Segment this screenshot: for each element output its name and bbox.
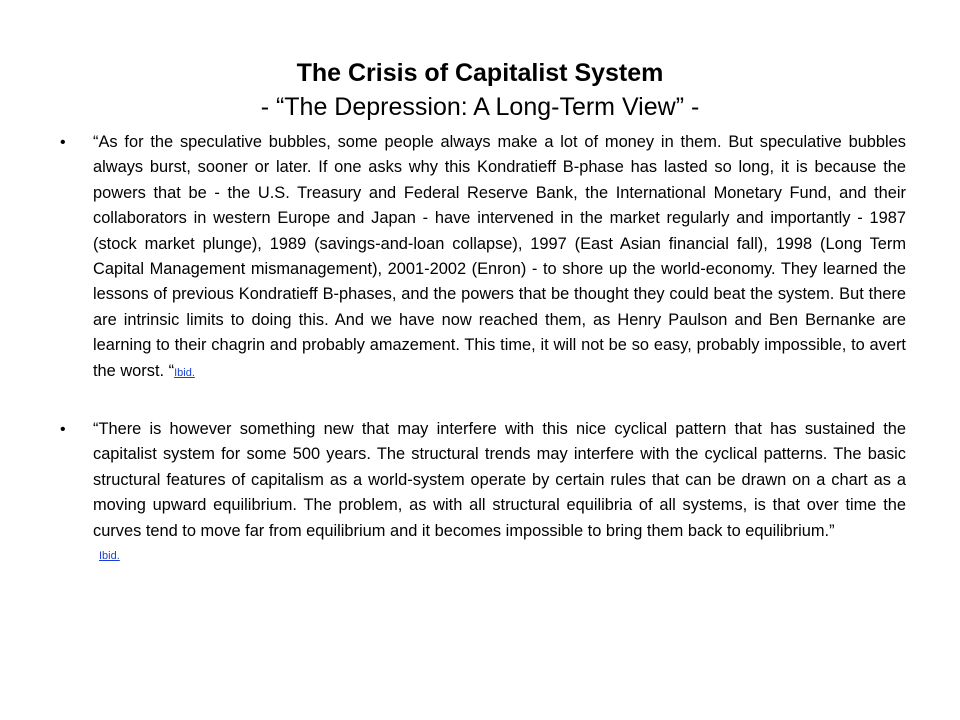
slide-title-block	[60, 56, 900, 124]
bullet-text: “As for the speculative bubbles, some people always make a lot of money in them. But speculative bubbles always burst, sooner or later. If one asks why this Kondratieff B-phase has lasted so long, it is because the powers that be - the U.S. Treasury and Federal Reserve Bank, the International Monetary Fund, and their collaborators in western Europe and Japan - have intervened in the market regularly and importantly - 1987 (stock market plunge), 1989 (savings-and-loan collapse), 1997 (East Asian financial fall), 1998 (Long Term Capital Management mismanagement), 2001-2002 (Enron) - to shore up the world-economy. They learned the lessons of previous Kondratieff B-phases, and the powers that be thought they could beat the system. But there are intrinsic limits to doing this. And we have now reached them, as Henry Paulson and Ben Bernanke are learning to their chagrin and probably amazement. This time, it will not be so easy, probably impossible, to avert the worst. “	[93, 133, 906, 380]
bullet-text: “There is however something new that may interfere with this nice cyclical pattern that has sustained the capitalist system for some 500 years. The structural trends may interfere with the cyclical patterns. The basic structural features of capitalism as a world-system operate by certain rules that can be drawn on a chart as a moving upward equilibrium. The problem, as with all structural equilibria of all systems, is that over time the curves tend to move far from equilibrium and it becomes impossible to bring them back to equilibrium.”	[93, 420, 906, 540]
ibid-link-wrapper	[93, 544, 906, 566]
bullet-item-2	[60, 417, 906, 566]
bullet-marker: •	[60, 134, 66, 151]
ibid-link[interactable]: Ibid.	[99, 550, 120, 563]
bullet-marker: •	[60, 421, 66, 439]
slide-title: The Crisis of Capitalist System	[296, 59, 664, 87]
bullet-item-1	[60, 130, 906, 386]
slide-subtitle: - “The Depression: A Long-Term View” -	[260, 93, 700, 121]
ibid-link[interactable]: Ibid.	[174, 366, 195, 379]
bullet-list	[60, 130, 906, 566]
